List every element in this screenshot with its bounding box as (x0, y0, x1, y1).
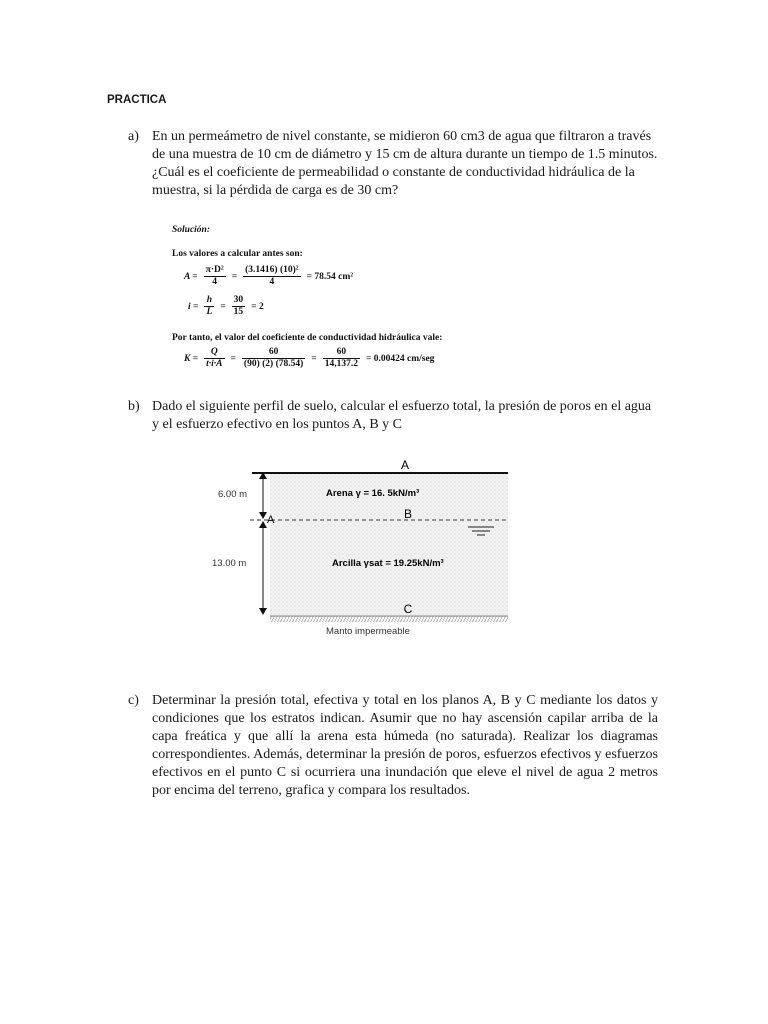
gradient-equation: i = $\frac{h}{L}$ = $\frac{30}{15}$ = 2 (188, 295, 264, 317)
area-result: = 78.54 cm² (306, 271, 354, 282)
solution-figure (166, 219, 494, 377)
arrow-down-icon (259, 608, 267, 615)
layer-label-clay: Arcilla γsat = 19.25kN/m³ (332, 558, 444, 569)
area-equation: A = $\frac{\text{π·D²}}{4}$ = $\frac{\text{(3.1416) (10)²}}{4}$ = 78.54 cm² (184, 265, 354, 287)
solution-title: Solución: (172, 225, 211, 235)
k-equation: K = $\frac{Q}{t\cdot i\cdot A}$ = $\frac{60}{(90) (2) (78.54)}$ = $\frac{60}{14,137.2}$ = 0.00424 cm/seg (184, 347, 435, 369)
area-lhs: A = (184, 271, 198, 282)
question-a-letter: a) (128, 129, 139, 144)
k-lhs: K = (184, 353, 199, 364)
gradient-lhs: i = (188, 301, 199, 312)
area-fraction-1: $\frac{\text{π·D²}}{4}$ (205, 265, 224, 287)
question-b-letter: b) (128, 399, 140, 414)
k-result: = 0.00424 cm/seg (365, 353, 435, 364)
page-title: PRACTICA (107, 94, 167, 106)
label-point-c: C (403, 602, 413, 616)
base-label: Manto impermeable (326, 626, 410, 637)
question-a-text: En un permeámetro de nivel constante, se midieron 60 cm3 de agua que filtraron a través de una muestra de 10 cm de diámetro y 15 cm de altura durante un tiempo de 1.5 minutos. ¿Cuál es el coeficiente de permeabilidad o constante de conductividad hidráulica de la muestra, si la pérdida de carga es de 30 cm? (152, 129, 658, 198)
soil-profile-diagram (150, 445, 600, 645)
k-fraction-3: $\frac{60}{14,137.2}$ (324, 347, 358, 369)
label-point-a-top: A (400, 458, 410, 472)
gradient-fraction-2: $\frac{30}{15}$ (233, 295, 244, 317)
gradient-fraction-1: $\frac{h}{L}$ (206, 295, 213, 317)
solution-conclusion: Por tanto, el valor del coeficiente de conductividad hidráulica vale: (172, 333, 443, 343)
gradient-result: = 2 (251, 301, 264, 312)
depth-label-lower: 13.00 m (212, 558, 247, 569)
label-point-b: B (403, 507, 413, 521)
impermeable-base-hatch (270, 616, 508, 622)
layer-label-sand: Arena γ = 16. 5kN/m³ (326, 488, 420, 499)
k-fraction-1: $\frac{Q}{t\cdot i\cdot A}$ (206, 347, 223, 369)
arrow-up-icon (259, 521, 267, 528)
question-c-letter: c) (128, 693, 139, 708)
label-side-marker: A (267, 514, 275, 526)
area-fraction-2: $\frac{\text{(3.1416) (10)²}}{4}$ (245, 265, 299, 287)
arrow-down-icon (259, 512, 267, 519)
depth-label-upper: 6.00 m (218, 489, 248, 500)
question-b-text: Dado el siguiente perfil de suelo, calcular el esfuerzo total, la presión de poros en el agua y el esfuerzo efectivo en los puntos A, B y C (152, 399, 652, 432)
question-c-text: Determinar la presión total, efectiva y total en los planos A, B y C mediante los datos y condiciones que los estratos indican. Asumir que no hay ascensión capilar arriba de la capa freática y que allí la arena esta húmeda (no saturada). Realizar los diagramas correspondientes. Además, determinar la presión de poros, esfuerzos efectivos y esfuerzos efectivos en el punto C si ocurriera una inundación que eleve el nivel de agua 2 metros por encima del terreno, grafica y compara los resultados. (152, 693, 658, 798)
solution-intro: Los valores a calcular antes son: (172, 249, 303, 259)
k-fraction-2: $\frac{60}{(90) (2) (78.54)}$ (243, 347, 304, 369)
